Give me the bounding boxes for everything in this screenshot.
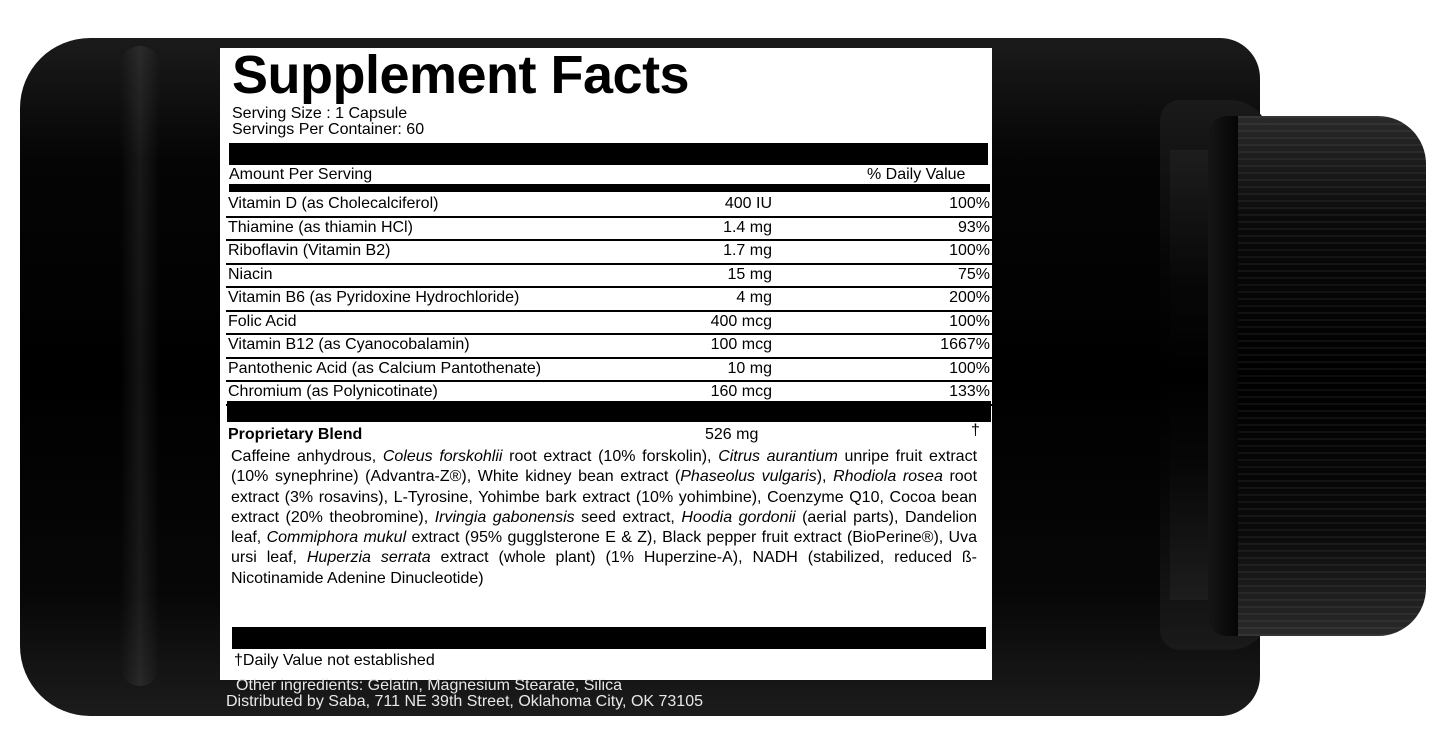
other-ingredients: Other ingredients: Gelatin, Magnesium Stearate, Silica bbox=[236, 677, 622, 694]
nutrient-daily-value: 133% bbox=[949, 383, 990, 400]
nutrient-name: Thiamine (as thiamin HCl) bbox=[228, 218, 413, 236]
nutrient-amount: 10 mg bbox=[727, 359, 772, 377]
blend-text-segment: root extract (10% forskolin), bbox=[502, 448, 719, 465]
nutrient-row bbox=[226, 194, 992, 218]
nutrient-amount: 4 mg bbox=[736, 289, 772, 306]
daily-value-header: % Daily Value bbox=[867, 166, 966, 183]
nutrient-daily-value: 93% bbox=[957, 218, 990, 236]
nutrient-name: Vitamin B12 (as Cyanocobalamin) bbox=[228, 336, 470, 353]
botanical-name: Phaseolus vulgaris bbox=[680, 468, 817, 486]
daily-value-footnote: †Daily Value not established bbox=[234, 652, 435, 669]
nutrient-amount: 1.4 mg bbox=[723, 218, 772, 236]
nutrient-name: Riboflavin (Vitamin B2) bbox=[228, 242, 391, 259]
label-title: Supplement Facts bbox=[232, 45, 690, 105]
bottle-highlight bbox=[120, 46, 160, 686]
nutrient-name: Chromium (as Polynicotinate) bbox=[228, 383, 438, 400]
blend-text-segment: ), bbox=[816, 468, 834, 486]
nutrient-daily-value: 75% bbox=[957, 265, 990, 283]
nutrient-daily-value: 200% bbox=[949, 289, 990, 306]
blend-ingredients bbox=[231, 447, 977, 589]
nutrient-daily-value: 100% bbox=[949, 359, 990, 377]
nutrient-row bbox=[226, 312, 992, 336]
botanical-name: Irvingia gabonensis bbox=[434, 508, 575, 526]
nutrient-amount: 160 mcg bbox=[710, 383, 772, 400]
nutrient-name: Folic Acid bbox=[228, 312, 297, 330]
nutrient-row bbox=[226, 241, 992, 265]
nutrient-name: Pantothenic Acid (as Calcium Pantothenate) bbox=[228, 359, 542, 377]
nutrient-amount: 1.7 mg bbox=[723, 242, 772, 259]
nutrient-amount: 400 IU bbox=[724, 195, 772, 212]
thick-divider-top bbox=[229, 143, 988, 165]
nutrient-row bbox=[226, 288, 992, 312]
blend-text-segment: (aerial parts), Dandelion leaf, bbox=[231, 508, 978, 547]
nutrient-name: Vitamin B6 (as Pyridoxine Hydrochloride) bbox=[228, 289, 520, 306]
blend-text-segment: seed extract, bbox=[574, 508, 682, 526]
thick-divider-bottom bbox=[232, 627, 986, 649]
blend-text-segment: extract (whole plant) (1% Huperzine-A), NADH (stabilized, reduced ß-Nicotinamide Adenine Dinucleotide) bbox=[231, 549, 977, 587]
amount-per-serving-header: Amount Per Serving bbox=[229, 166, 373, 183]
servings-per-container: Servings Per Container: 60 bbox=[232, 121, 425, 138]
blend-text-segment: unripe fruit extract (10% synephrine) (Advantra-Z®), White kidney bean extract ( bbox=[231, 448, 978, 486]
serving-size: Serving Size : 1 Capsule bbox=[232, 105, 408, 122]
nutrient-daily-value: 1667% bbox=[940, 336, 990, 353]
distributor-address: Distributed by Saba, 711 NE 39th Street, Oklahoma City, OK 73105 bbox=[226, 693, 703, 710]
blend-text-segment: Caffeine anhydrous, bbox=[231, 448, 383, 465]
blend-text-segment: root extract (3% rosavins), L-Tyrosine, Yohimbe bark extract (10% yohimbine), Coenzyme Q10, Cocoa bean extract (20% theobromine), bbox=[231, 468, 978, 526]
nutrient-row bbox=[226, 218, 992, 242]
botanical-name: Rhodiola rosea bbox=[833, 468, 943, 486]
nutrient-row bbox=[226, 359, 992, 383]
nutrient-row bbox=[226, 335, 992, 359]
nutrient-name: Vitamin D (as Cholecalciferol) bbox=[228, 195, 439, 212]
botanical-name: Commiphora mukul bbox=[266, 529, 407, 547]
botanical-name: Huperzia serrata bbox=[306, 549, 431, 567]
bottle-cap-rim bbox=[1208, 116, 1238, 636]
blend-dagger: † bbox=[971, 422, 980, 439]
botanical-name: Coleus forskohlii bbox=[382, 448, 503, 465]
botanical-name: Citrus aurantium bbox=[718, 448, 838, 465]
nutrient-amount: 400 mcg bbox=[710, 312, 772, 330]
nutrient-daily-value: 100% bbox=[949, 195, 990, 212]
nutrient-daily-value: 100% bbox=[949, 242, 990, 259]
nutrient-row bbox=[226, 265, 992, 289]
nutrient-amount: 15 mg bbox=[727, 265, 772, 283]
thick-divider-blend bbox=[227, 401, 991, 422]
nutrient-daily-value: 100% bbox=[949, 312, 990, 330]
blend-name: Proprietary Blend bbox=[228, 426, 363, 443]
nutrient-name: Niacin bbox=[228, 265, 273, 283]
nutrient-amount: 100 mcg bbox=[710, 336, 772, 353]
header-divider bbox=[229, 184, 990, 192]
blend-amount: 526 mg bbox=[705, 426, 759, 443]
blend-text-segment: extract (95% gugglsterone E & Z), Black pepper fruit extract (BioPerine®), Uva ursi leaf, bbox=[231, 529, 978, 567]
botanical-name: Hoodia gordonii bbox=[681, 508, 796, 526]
bottle-cap bbox=[1208, 116, 1426, 636]
nutrient-rows bbox=[226, 194, 992, 406]
